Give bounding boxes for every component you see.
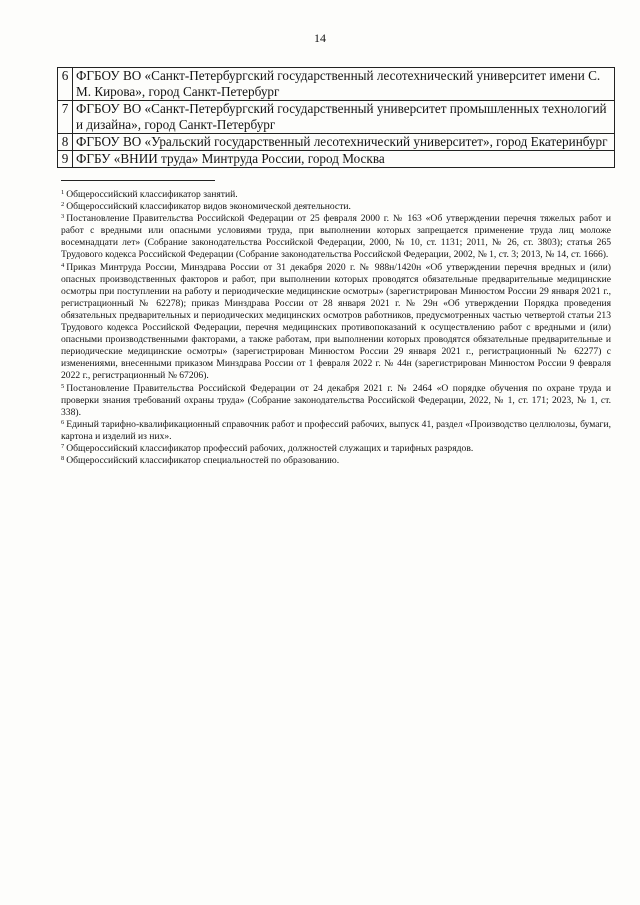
footnote-5 <box>61 383 611 419</box>
row-organization: ФГБОУ ВО «Санкт-Петербургский государственный лесотехнический университет имени С. М. Кирова», город Санкт-Петербург <box>73 68 615 101</box>
footnote-text: Общероссийский классификатор специальностей по образованию. <box>66 455 340 467</box>
table-row <box>58 101 615 134</box>
footnote-text: Общероссийский классификатор занятий. <box>66 189 238 200</box>
row-number: 9 <box>58 151 73 168</box>
footnote-mark: 1 <box>61 189 65 196</box>
footnote-7 <box>61 443 611 455</box>
footnote-text: Постановление Правительства Российской Федерации от 24 декабря 2021 г. № 2464 «О порядке обучения по охране труда и проверки знания требований охраны труда» (Собрание законодательства Российской Федерации, 2022, № 1, ст. 171; 2023, № 1, ст. 338). <box>61 382 611 418</box>
footnote-1 <box>61 189 611 201</box>
footnote-mark: 6 <box>61 418 65 426</box>
footnote-mark: 8 <box>61 455 65 463</box>
footnote-mark: 3 <box>61 213 65 221</box>
footnote-6 <box>61 419 611 443</box>
footnote-text: Общероссийский классификатор видов экономической деятельности. <box>66 201 351 213</box>
footnotes <box>61 189 611 467</box>
table-row <box>58 134 615 151</box>
footnote-4 <box>61 262 611 383</box>
footnote-text: Единый тарифно-квалификационный справочник работ и профессий рабочих, выпуск 41, раздел «Производство целлюлозы, бумаги, картона и изделий из них». <box>61 418 611 442</box>
footnote-text: Постановление Правительства Российской Федерации от 25 февраля 2000 г. № 163 «Об утверждении перечня тяжелых работ и работ с вредными или опасными условиями труда, при выполнении которых запрещается применение труда лиц моложе восемнадцати лет» (Собрание законодательства Российской Федерации, 2000, № 10, ст. 1131; 2011, № 26, ст. 3803); статья 265 Трудового кодекса Российской Федерации (Собрание законодательства Российской Федерации, 2002, № 1, ст. 3; 2013, № 14, ст. 1666). <box>61 213 611 261</box>
table-row <box>58 151 615 168</box>
footnote-3 <box>61 213 611 261</box>
row-organization: ФГБОУ ВО «Уральский государственный лесотехнический университет», город Екатеринбург <box>73 134 615 151</box>
row-number: 7 <box>58 101 73 134</box>
organizations-table <box>57 67 615 168</box>
footnote-mark: 7 <box>61 442 65 450</box>
footnote-2 <box>61 201 611 213</box>
row-organization: ФГБОУ ВО «Санкт-Петербургский государственный университет промышленных технологий и дизайна», город Санкт-Петербург <box>73 101 615 134</box>
footnote-text: Приказ Минтруда России, Минздрава России от 31 декабря 2020 г. № 988н/1420н «Об утверждении перечня вредных и (или) опасных производственных факторов и работ, при выполнении которых проводятся обязательные предварительные медицинские осмотры при поступлении на работу и периодические медицинские осмотры» (зарегистрирован Минюстом России 29 января 2021 г., регистрационный № 62278); приказ Минздрава России от 28 января 2021 г. № 29н «Об утверждении Порядка проведения обязательных предварительных и периодических медицинских осмотров работников, предусмотренных частью четвертой статьи 213 Трудового кодекса Российской Федерации, перечня медицинских противопоказаний к осуществлению работ с вредными и (или) опасными производственными факторами, а также работам, при выполнении которых проводятся обязательные предварительные и периодические медицинские осмотры» (зарегистрирован Минюстом России 29 января 2021 г., регистрационный № 62277) с изменениями, внесенными приказом Минздрава России от 1 февраля 2022 г. № 44н (зарегистрирован Минюстом России 9 февраля 2022 г., регистрационный № 67206). <box>61 261 611 382</box>
footnote-mark: 5 <box>61 382 65 390</box>
footnote-8 <box>61 455 611 467</box>
footnote-mark: 4 <box>61 261 65 269</box>
footnote-text: Общероссийский классификатор профессий рабочих, должностей служащих и тарифных разрядов. <box>66 442 474 454</box>
footnote-divider <box>61 180 215 181</box>
row-number: 8 <box>58 134 73 151</box>
page-number: 14 <box>314 31 326 45</box>
row-organization: ФГБУ «ВНИИ труда» Минтруда России, город Москва <box>73 151 615 168</box>
table-row <box>58 68 615 101</box>
row-number: 6 <box>58 68 73 101</box>
footnote-mark: 2 <box>61 201 65 209</box>
